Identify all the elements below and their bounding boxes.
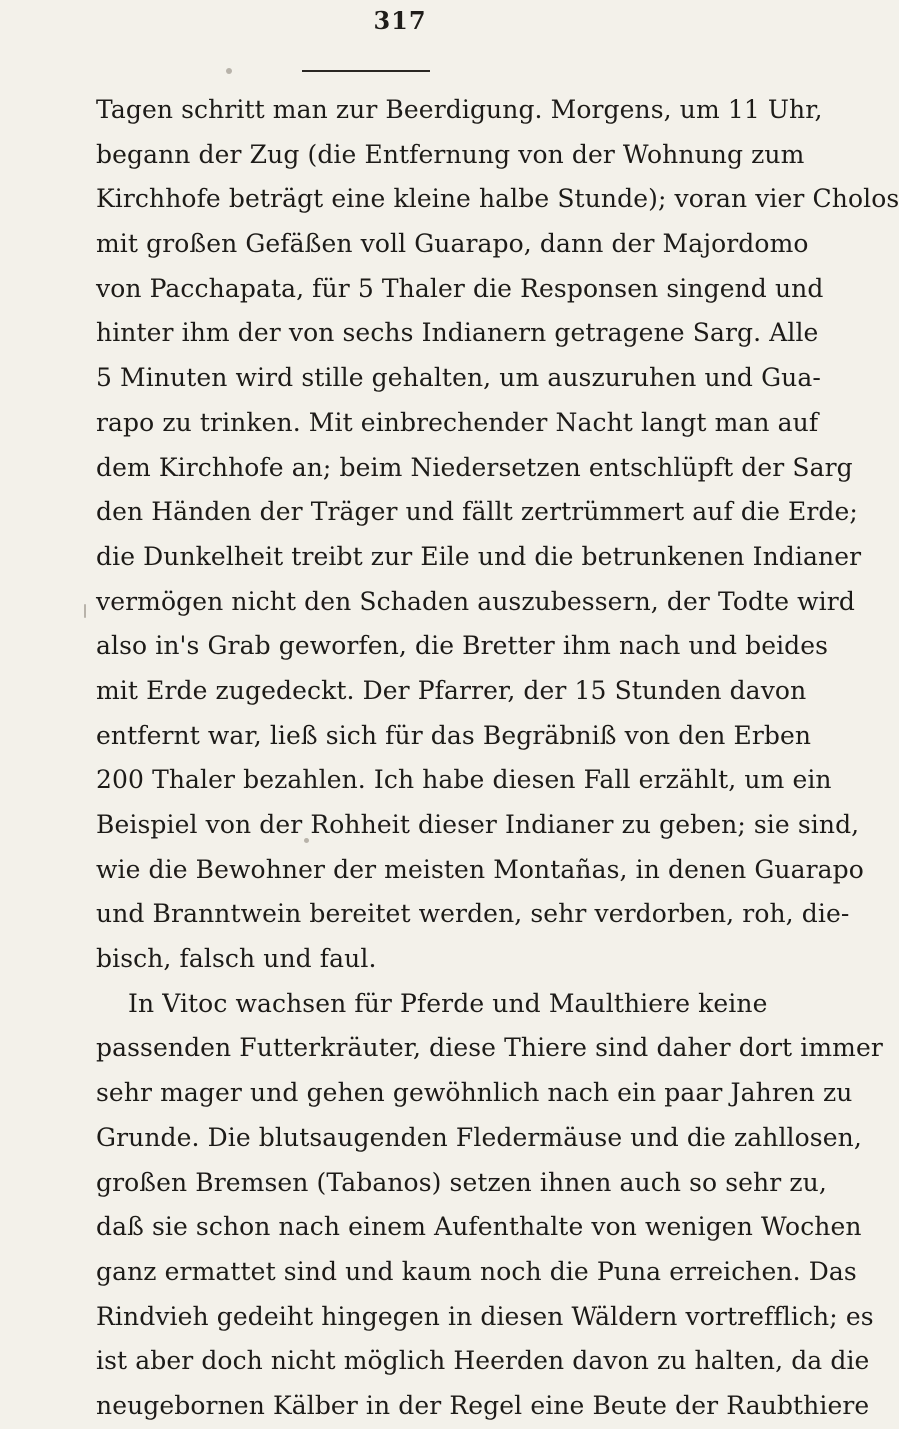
- text-line: Tagen schritt man zur Beerdigung. Morgens, um 11 Uhr,: [96, 95, 823, 124]
- text-line: den Händen der Träger und fällt zertrümmert auf die Erde;: [96, 497, 858, 527]
- text-line: dem Kirchhofe an; beim Niedersetzen entschlüpft der Sarg: [96, 452, 853, 482]
- text-line: wie die Bewohner der meisten Montañas, in denen Guarapo: [96, 854, 864, 884]
- text-line: 5 Minuten wird stille gehalten, um auszuruhen und Gua-: [96, 363, 821, 393]
- text-line: ist aber doch nicht möglich Heerden davon zu halten, da die: [96, 1346, 870, 1376]
- text-line: und Branntwein bereitet werden, sehr verdorben, roh, die-: [96, 899, 850, 929]
- text-line: sehr mager und gehen gewöhnlich nach ein paar Jahren zu: [96, 1078, 853, 1108]
- text-line: großen Bremsen (Tabanos) setzen ihnen auch so sehr zu,: [96, 1167, 827, 1197]
- text-line: Beispiel von der Rohheit dieser Indianer zu geben; sie sind,: [96, 810, 860, 839]
- text-line: hinter ihm der von sechs Indianern getragene Sarg. Alle: [96, 318, 819, 348]
- text-line: ganz ermattet sind und kaum noch die Puna erreichen. Das: [96, 1256, 857, 1286]
- header-rule: [302, 70, 430, 72]
- text-line: Rindvieh gedeiht hingegen in diesen Wäldern vortrefflich; es: [96, 1301, 874, 1331]
- page-number: 317: [373, 6, 427, 35]
- text-line: Grunde. Die blutsaugenden Fledermäuse und die zahllosen,: [96, 1122, 862, 1152]
- text-line: entfernt war, ließ sich für das Begräbniß von den Erben: [96, 720, 812, 750]
- text-line: mit großen Gefäßen voll Guarapo, dann der Majordomo: [96, 229, 809, 259]
- text-line: 200 Thaler bezahlen. Ich habe diesen Fall erzählt, um ein: [96, 765, 832, 795]
- print-speck: [84, 604, 86, 618]
- text-line: daß sie schon nach einem Aufenthalte von wenigen Wochen: [96, 1212, 862, 1242]
- print-speck: [226, 68, 232, 74]
- text-line: Kirchhofe beträgt eine kleine halbe Stunde); voran vier Cholos: [96, 184, 899, 214]
- text-line: passenden Futterkräuter, diese Thiere sind daher dort immer: [96, 1033, 883, 1063]
- text-line: rapo zu trinken. Mit einbrechender Nacht langt man auf: [96, 407, 819, 437]
- text-line: vermögen nicht den Schaden auszubessern, der Todte wird: [96, 586, 855, 616]
- text-line: also in's Grab geworfen, die Bretter ihm nach und beides: [96, 631, 829, 661]
- text-line: begann der Zug (die Entfernung von der Wohnung zum: [96, 139, 805, 169]
- text-line: mit Erde zugedeckt. Der Pfarrer, der 15 Stunden davon: [96, 675, 807, 705]
- text-line: neugebornen Kälber in der Regel eine Beute der Raubthiere: [96, 1390, 870, 1420]
- text-line: bisch, falsch und faul.: [96, 944, 377, 974]
- text-line: In Vitoc wachsen für Pferde und Maulthiere keine: [128, 988, 768, 1018]
- text-line: die Dunkelheit treibt zur Eile und die betrunkenen Indianer: [96, 541, 862, 571]
- body-text: [96, 88, 899, 1429]
- text-line: von Pacchapata, für 5 Thaler die Responsen singend und: [96, 273, 824, 303]
